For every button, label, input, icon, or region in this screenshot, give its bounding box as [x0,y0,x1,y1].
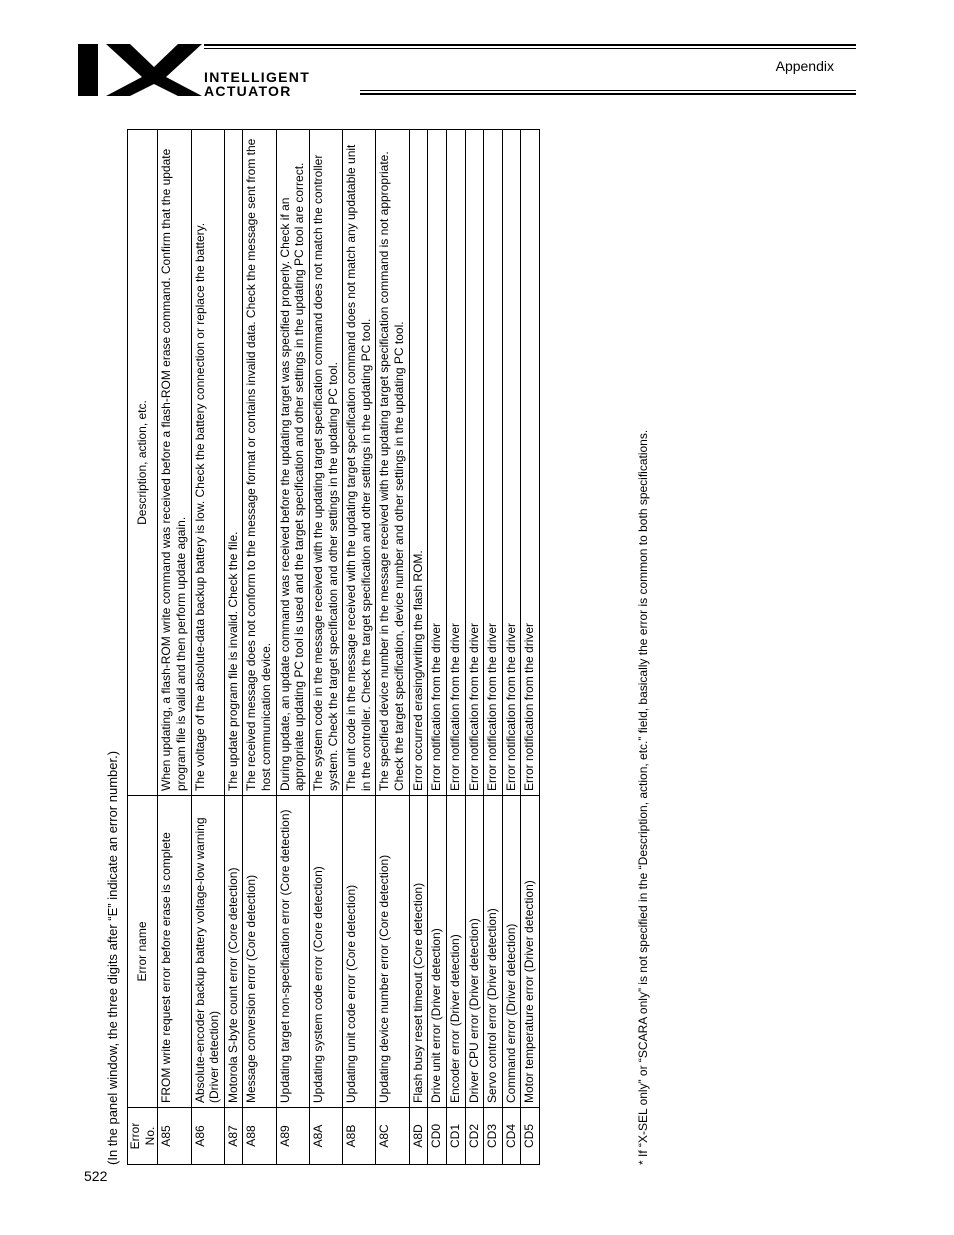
error-number-cell: CD0 [428,1108,447,1165]
logo-line-1: INTELLIGENT [204,69,311,85]
error-name-cell: Updating system code error (Core detection) [309,796,342,1108]
error-number-cell: A8B [343,1108,376,1165]
error-name-cell: FROM write request error before erase is complete [158,796,191,1108]
error-number-cell: CD5 [521,1108,540,1165]
error-number-cell: CD3 [484,1108,503,1165]
description-cell: The update program file is invalid. Check the file. [224,130,243,796]
table-row [409,130,428,1165]
error-name-cell: Updating target non-specification error (Core detection) [276,796,309,1108]
error-name-cell: Message conversion error (Core detection) [243,796,276,1108]
table-row [446,130,465,1165]
table-row [343,130,376,1165]
table-header-row [128,130,158,1165]
error-name-cell: Driver CPU error (Driver detection) [465,796,484,1108]
error-number-cell: CD2 [465,1108,484,1165]
header-error-name: Error name [128,796,158,1108]
header-rule-top-2 [204,48,856,49]
error-number-cell: A8C [376,1108,409,1165]
error-name-cell: Encoder error (Driver detection) [446,796,465,1108]
header-rule-bottom-2 [360,93,856,95]
error-name-cell: Motorola S-byte count error (Core detection) [224,796,243,1108]
error-number-cell: CD4 [502,1108,521,1165]
rotated-content [105,120,675,1165]
table-row [465,130,484,1165]
error-number-cell: A8D [409,1108,428,1165]
table-row [309,130,342,1165]
table-row [428,130,447,1165]
description-cell: During update, an update command was received before the updating target was specified properly. Check if an appropriate updating PC tool is used and the target specification and other settings in the updating PC tool are correct. [276,130,309,796]
table-row [521,130,540,1165]
logo-line-2: ACTUATOR [204,83,292,99]
description-cell: The received message does not conform to the message format or contains invalid data. Check the message sent from the host communication device. [243,130,276,796]
error-name-cell: Drive unit error (Driver detection) [428,796,447,1108]
section-label: Appendix [775,58,834,74]
error-name-cell: Command error (Driver detection) [502,796,521,1108]
page-number: 522 [84,1168,108,1184]
description-cell: Error notification from the driver [521,130,540,796]
description-cell: Error occurred erasing/writing the flash ROM. [409,130,428,796]
table-row [224,130,243,1165]
footnote: * If “X-SEL only” or “SCARA only” is not specified in the “Description, action, etc.” field, basically the error is common to both specifications. [636,429,650,1165]
error-name-cell: Updating device number error (Core detection) [376,796,409,1108]
description-cell: Error notification from the driver [502,130,521,796]
error-name-cell: Motor temperature error (Driver detection) [521,796,540,1108]
table-row [484,130,503,1165]
table-row [243,130,276,1165]
description-cell: When updating, a flash-ROM write command was received before a flash-ROM erase command. Confirm that the update program file is valid and then perform update again. [158,130,191,796]
error-number-cell: A87 [224,1108,243,1165]
description-cell: The voltage of the absolute-data backup battery is low. Check the battery connection or replace the battery. [191,130,224,796]
header-rule-bottom-1 [360,90,856,91]
header-error-no: Error No. [128,1108,158,1165]
table-body [158,130,540,1165]
error-name-cell: Servo control error (Driver detection) [484,796,503,1108]
description-cell: The unit code in the message received with the updating target specification command does not match any updatable unit in the controller. Check the target specification and other settings in the updating PC tool. [343,130,376,796]
error-table [127,129,540,1165]
error-number-cell: A86 [191,1108,224,1165]
table-row [276,130,309,1165]
intelligent-actuator-logo [78,44,378,100]
error-number-cell: A85 [158,1108,191,1165]
header-rule-top-1 [204,44,856,46]
table-row [191,130,224,1165]
table-row [502,130,521,1165]
description-cell: Error notification from the driver [465,130,484,796]
error-name-cell: Flash busy reset timeout (Core detection) [409,796,428,1108]
table-row [376,130,409,1165]
error-number-cell: CD1 [446,1108,465,1165]
table-row [158,130,191,1165]
error-name-cell: Updating unit code error (Core detection) [343,796,376,1108]
description-cell: Error notification from the driver [428,130,447,796]
description-cell: The system code in the message received with the updating target specification command does not match the controller system. Check the target specification and other settings in the updating PC tool. [309,130,342,796]
description-cell: Error notification from the driver [446,130,465,796]
description-cell: The specified device number in the message received with the updating target specification command is not appropriate. Check the target specification, device number and other settings in the updating PC tool. [376,130,409,796]
intro-note: (In the panel window, the three digits after “E” indicate an error number.) [105,750,120,1165]
error-number-cell: A88 [243,1108,276,1165]
error-number-cell: A8A [309,1108,342,1165]
header-description: Description, action, etc. [128,130,158,796]
error-name-cell: Absolute-encoder backup battery voltage-low warning (Driver detection) [191,796,224,1108]
description-cell: Error notification from the driver [484,130,503,796]
error-number-cell: A89 [276,1108,309,1165]
